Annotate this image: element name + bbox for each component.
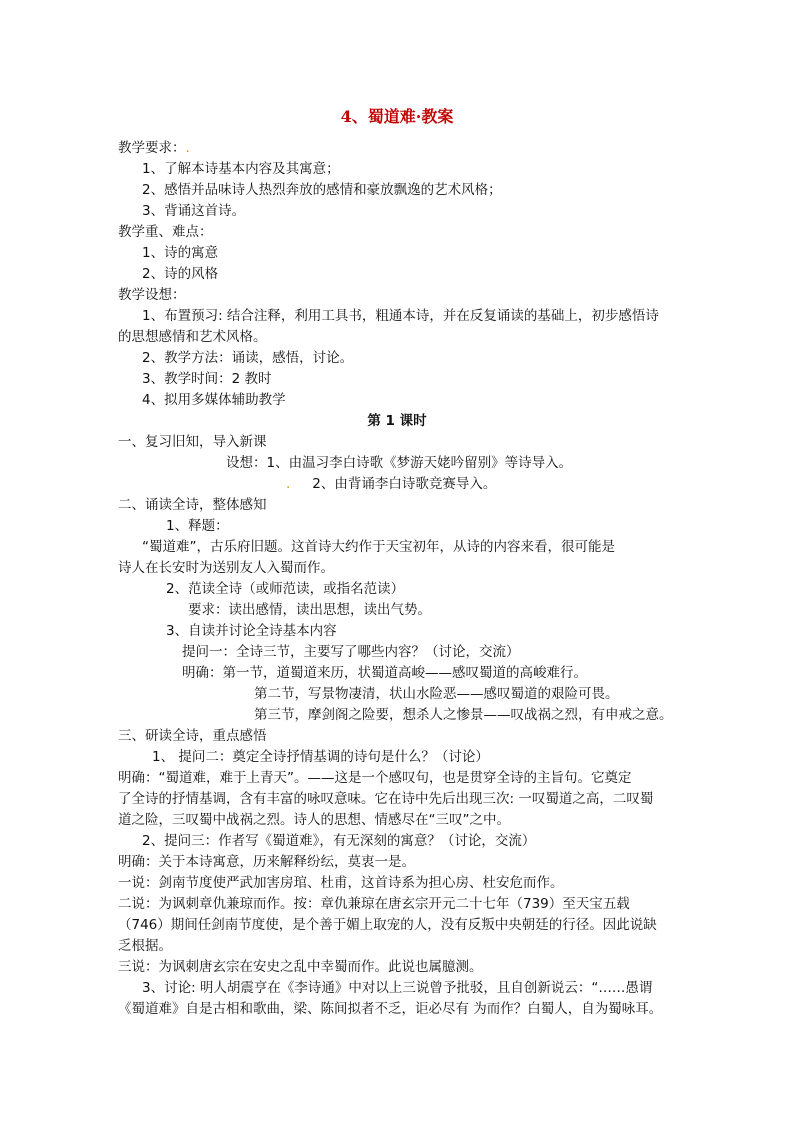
explain-line-a: “蜀道难”，古乐府旧题。这首诗大约作于天宝初年，从诗的内容来看，很可能是 xyxy=(142,539,615,555)
answer-3-line-6: 三说：为讽刺唐玄宗在安史之乱中幸蜀而作。此说也属臆测。 xyxy=(118,959,483,975)
explain-line-b: 诗人在长安时为送别友人入蜀而作。 xyxy=(118,560,334,576)
question-2: 1、 提问二：奠定全诗抒情基调的诗句是什么？（讨论） xyxy=(152,749,489,765)
explain-title: 1、释题： xyxy=(166,518,229,534)
answer-2-line-1: 明确：“蜀道难，难于上青天”。——这是一个感叹句，也是贯穿全诗的主旨句。它奠定 xyxy=(118,770,632,786)
design-item-2: 2、教学方法：诵读，感悟，讨论。 xyxy=(142,350,354,366)
answer-3-line-2: 一说：剑南节度使严武加害房琯、杜甫，这首诗系为担心房、杜安危而作。 xyxy=(118,875,564,891)
marker-dot-icon: . xyxy=(185,140,190,156)
answer-1-section-2: 第二节，写景物凄清，状山水险恶——感叹蜀道的艰险可畏。 xyxy=(254,686,619,702)
design-item-4: 4、拟用多媒体辅助教学 xyxy=(142,392,286,408)
design-item-3: 3、教学时间：2 教时 xyxy=(142,371,272,387)
answer-3-line-3: 二说：为讽刺章仇兼琼而作。按：章仇兼琼在唐玄宗开元二十七年（739）至天宝五载 xyxy=(118,896,630,912)
reading-item: 2、范读全诗（或师范读，或指名范读） xyxy=(166,581,405,597)
key-point-item-1: 1、诗的寓意 xyxy=(142,245,219,261)
marker-dot-icon: . xyxy=(286,476,291,492)
requirement-item-2: 2、感悟并品味诗人热烈奔放的感情和豪放飘逸的艺术风格； xyxy=(142,182,502,198)
answer-2-line-2: 了全诗的抒情基调，含有丰富的咏叹意味。它在诗中先后出现三次: 一叹蜀道之高，二叹蜀 xyxy=(118,791,654,807)
lesson-heading: 第 1 课时 xyxy=(367,413,427,429)
section-1-line-1: 设想：1、由温习李白诗歌《梦游天姥吟留别》等诗导入。 xyxy=(226,455,573,471)
key-point-item-2: 2、诗的风格 xyxy=(142,266,219,282)
section-1-line-2: . 2、由背诵李白诗歌竞赛导入。 xyxy=(286,476,497,492)
section-3-heading: 三、研读全诗，重点感悟 xyxy=(118,728,267,744)
answer-1-section-3: 第三节，摩剑阁之险要，想杀人之惨景——叹战祸之烈，有申戒之意。 xyxy=(254,707,673,723)
discussion-line-1: 3、讨论: 明人胡震亨在《李诗通》中对以上三说曾予批驳，且自创新说云：“……愚谓 xyxy=(142,980,653,996)
reading-requirement: 要求：读出感情，读出思想，读出气势。 xyxy=(188,602,431,618)
question-3: 2、提问三：作者写《蜀道难》，有无深刻的寓意？（讨论，交流） xyxy=(142,833,536,849)
answer-3-line-4: （746）期间任剑南节度使，是个善于媚上取宠的人，没有反叛中央朝廷的行径。因此说缺 xyxy=(118,917,657,933)
self-reading-item: 3、自读并讨论全诗基本内容 xyxy=(166,623,337,639)
answer-3-line-5: 乏根据。 xyxy=(118,938,172,954)
teaching-requirements-heading: 教学要求：. xyxy=(118,140,190,156)
key-points-heading: 教学重、难点： xyxy=(118,224,213,240)
answer-2-line-3: 道之险，三叹蜀中战祸之烈。诗人的思想、情感尽在“三叹”之中。 xyxy=(118,812,510,828)
design-item-1b: 的思想感情和艺术风格。 xyxy=(118,329,267,345)
discussion-line-2: 《蜀道难》自是古相和歌曲，梁、陈间拟者不乏，讵必尽有 为而作？白蜀人，自为蜀咏耳。 xyxy=(118,1001,663,1017)
page-title: 4、蜀道难·教案 xyxy=(340,107,454,126)
section-1-heading: 一、复习旧知，导入新课 xyxy=(118,434,267,450)
requirement-item-1: 1、了解本诗基本内容及其寓意； xyxy=(142,161,340,177)
answer-3-line-1: 明确：关于本诗寓意，历来解释纷纭，莫衷一是。 xyxy=(118,854,415,870)
design-item-1a: 1、布置预习: 结合注释，利用工具书，粗通本诗，并在反复诵读的基础上，初步感悟诗 xyxy=(142,308,659,324)
answer-1-section-1: 明确：第一节，道蜀道来历，状蜀道高峻——感叹蜀道的高峻难行。 xyxy=(182,665,587,681)
requirement-item-3: 3、背诵这首诗。 xyxy=(142,203,246,219)
question-1: 提问一：全诗三节，主要写了哪些内容？（讨论，交流） xyxy=(182,644,520,660)
section-2-heading: 二、诵读全诗，整体感知 xyxy=(118,497,267,513)
design-heading: 教学设想： xyxy=(118,287,186,303)
